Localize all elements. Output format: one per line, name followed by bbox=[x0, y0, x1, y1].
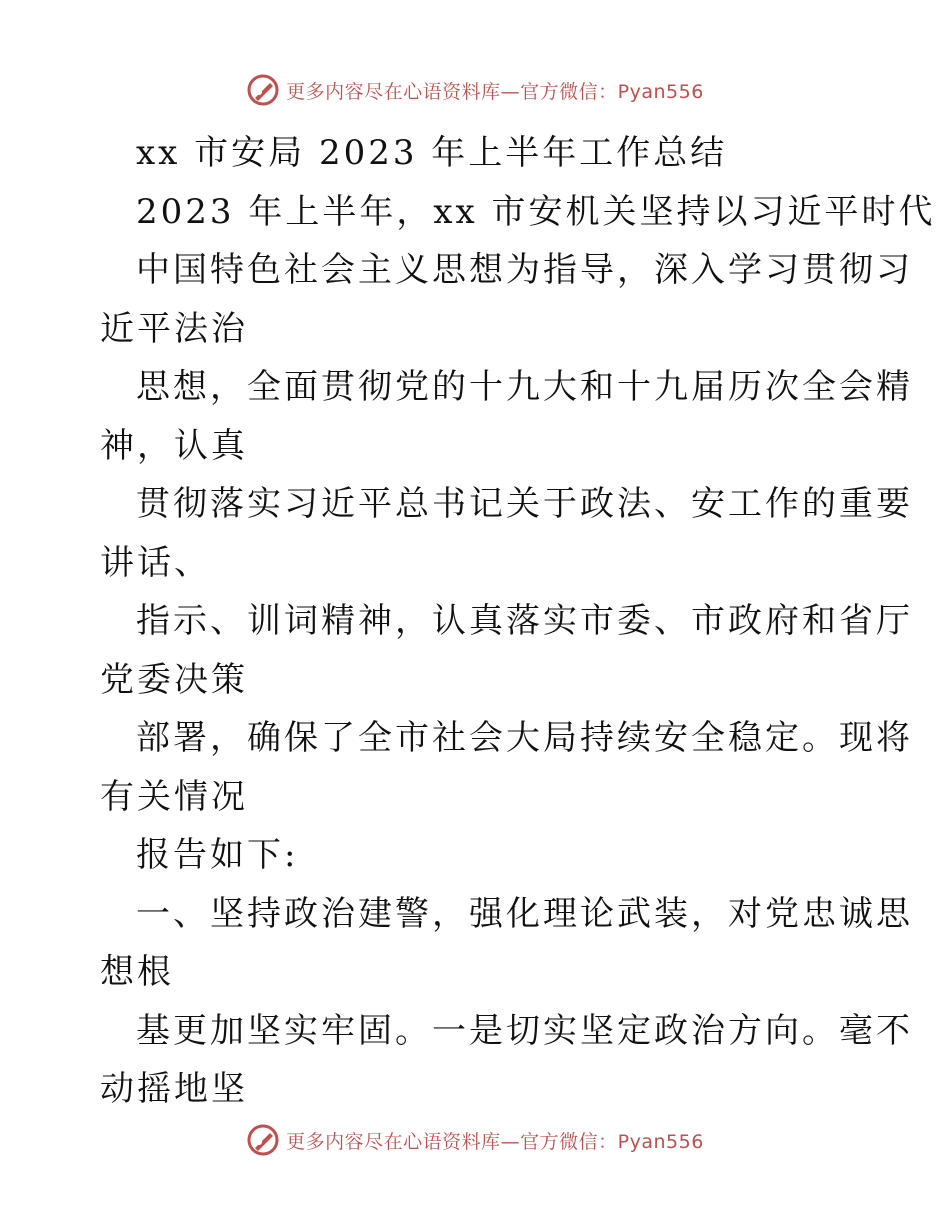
document-title: xx 市安局 2023 年上半年工作总结 bbox=[136, 133, 728, 173]
text-line: 基更加坚实牢固。一是切实坚定政治方向。毫不 bbox=[136, 1010, 913, 1051]
text-line: 有关情况 bbox=[100, 776, 248, 817]
text-line: 想根 bbox=[100, 952, 174, 992]
text-line: 思想，全面贯彻党的十九大和十九届历次全会精 bbox=[136, 367, 913, 407]
text-line: 报告如下: bbox=[136, 835, 299, 875]
text-line: 指示、训词精神，认真落实市委、市政府和省厅 bbox=[136, 601, 913, 641]
text-line: 部署，确保了全市社会大局持续安全稳定。现将 bbox=[136, 718, 913, 758]
text-line: 党委决策 bbox=[100, 659, 248, 700]
text-line: 中国特色社会主义思想为指导，深入学习贯彻习 bbox=[136, 250, 913, 290]
text-line: 贯彻落实习近平总书记关于政法、安工作的重要 bbox=[136, 484, 913, 524]
text-line: 2023 年上半年，xx 市安机关坚持以习近平时代 bbox=[136, 191, 936, 232]
footer-watermark bbox=[0, 1120, 950, 1160]
text-line: 近平法治 bbox=[100, 308, 248, 349]
document-body bbox=[100, 124, 936, 1119]
pen-seal-icon bbox=[246, 1123, 280, 1157]
section-heading: 一、坚持政治建警，强化理论武装，对党忠诚思 bbox=[136, 893, 913, 934]
pen-seal-icon bbox=[246, 73, 280, 107]
text-line: 讲话、 bbox=[100, 542, 211, 583]
watermark-text: 更多内容尽在心语资料库—官方微信：Pyan556 bbox=[286, 80, 704, 103]
text-line: 动摇地坚 bbox=[100, 1069, 248, 1109]
watermark-text: 更多内容尽在心语资料库—官方微信：Pyan556 bbox=[286, 1130, 704, 1153]
header-watermark bbox=[0, 70, 950, 110]
text-line: 神，认真 bbox=[100, 425, 248, 466]
